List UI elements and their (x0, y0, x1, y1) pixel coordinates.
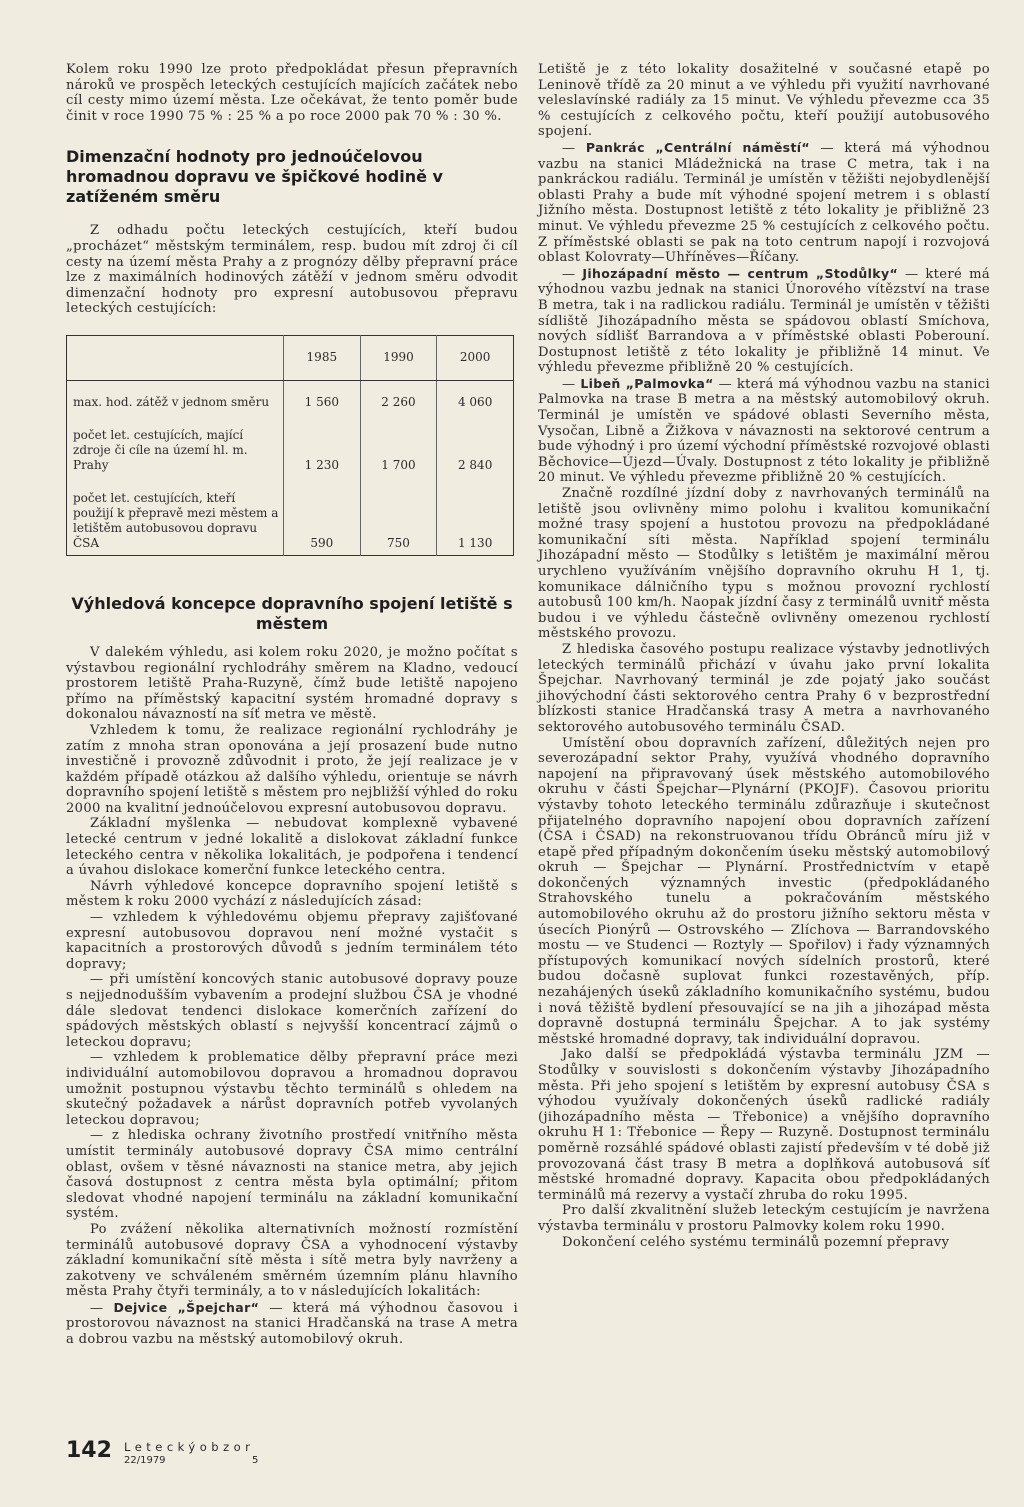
table-cell: 750 (360, 477, 437, 556)
body-paragraph: Pro další zkvalitnění služeb leteckým cestujícím je navržena výstavba terminálu v prostoru Palmovky kolem roku 1990. (538, 1203, 990, 1234)
section-heading-dimenzacni: Dimenzační hodnoty pro jednoúčelovou hromadnou dopravu ve špičkové hodině v zatíženém směru (66, 147, 443, 207)
table-cell: 1 700 (360, 414, 437, 477)
table-cell: 1 560 (284, 380, 361, 414)
body-paragraph: Dokončení celého systému terminálů pozemní přepravy (562, 1234, 950, 1250)
terminal-name: Dejvice „Špejchar“ (113, 1299, 260, 1315)
intro-paragraph: Kolem roku 1990 lze proto předpokládat přesun přepravních nároků ve prospěch leteckých cestujících majících začátek nebo cíl cesty mimo území města. Lze očekávat, že tento poměr bude činit v roce 1990 75 % : 25 % a po roce 2000 pak 70 % : 30 %. (66, 62, 518, 124)
right-column (538, 62, 990, 1250)
principle-item: — z hlediska ochrany životního prostředí vnitřního města umístit terminály autobusové dopravy ČSA mimo centrální oblast, ovšem v těsné návaznosti na stanice metra, aby jejich časová dostupnost z centra města byla optimální; přitom sledovat vhodné napojení terminálu na základní komunikační systém. (66, 1128, 518, 1222)
table-row (67, 477, 514, 556)
principle-item: — při umístění koncových stanic autobusové dopravy pouze s nejjednodušším vybavením a prodejní službou ČSA je vhodné dále sledovat tendenci dislokace komerčních zařízení do spádových městských oblastí s nejvyšší koncentrací zájmů o leteckou dopravu; (66, 972, 518, 1050)
issue-number: 5 (252, 1455, 259, 1466)
terminal-name: Libeň „Palmovka“ (580, 375, 714, 391)
principle-item: — vzhledem k výhledovému objemu přepravy zajišťované expresní autobusovou dopravou není možné vystačit s kapacitních a prostorových důvodů s jedním terminálem této dopravy; (66, 910, 518, 972)
table-header-1990: 1990 (360, 335, 437, 380)
body-paragraph: Jako další se předpokládá výstavba terminálu JZM — Stodůlky v souvislosti s dokončením výstavby Jihozápadního města. Při jeho spojení s letištěm by expresní autobusy ČSA s výhodou využívaly dokončených úseků radlické radiály (jihozápadního města — Třebonice) a vnějšího dopravního okruhu H 1: Třebonice — Řepy — Ruzyně. Dostupnost terminálu poměrně rozsáhlé spádové oblasti zajistí především v té době již provozovaná část trasy B metra a doplňková autobusová síť městské hromadné dopravy. Kapacita obou předpokládaných terminálů má rezervy a vystačí zhruba do roku 1995. (538, 1047, 990, 1203)
principle-item: — vzhledem k problematice dělby přepravní práce mezi individuální automobilovou dopravou a hromadnou dopravou umožnit postupnou výstavbu těchto terminálů s ohledem na skutečný požadavek a nárůst dopravních potřeb vyvolaných leteckou dopravou; (66, 1050, 518, 1128)
body-paragraph: Značně rozdílné jízdní doby z navrhovaných terminálů na letiště jsou ovlivněny mimo polohu i kvalitou komunikační možné trasy spojení a hustotou provozu na předpokládané komunikační síti města. Například spojení terminálu Jihozápadní město — Stodůlky s letištěm je maximální měrou urychleno využíváním vnějšího dopravního okruhu H 1, tj. komunikace dálničního typu s možnou provozní rychlostí autobusů 100 km/h. Naopak jízdní časy z terminálů uvnitř města budou i ve výhledu částečně ovlivněny omezenou rychlostí městského provozu. (538, 486, 990, 642)
page-number: 142 (66, 1438, 112, 1463)
terminal-description: — které má výhodnou vazbu jednak na stanici Únorového vítězství na trase B metra, tak i na radlickou radiálu. Terminál je umístěn v těžišti sídliště Jihozápadního města se spádovou oblastí Smíchova, nových sídlišť Barrandova a v příměstské oblasti Poberouní. Dostupnost letiště z této lokality je přibližně 14 minut. Ve výhledu převezme přibližně 20 % cestujících. (538, 266, 990, 376)
terminal-item-pankrac: — Pankrác „Centrální náměstí“ — která má výhodnou vazbu na stanici Mládežnická na trase C metra, tak i na pankráckou radiálu. Terminál je umístěn v těžišti nejobydlenější oblasti Prahy a bude mít výhodné spojení metrem i s oblastí Jižního města. Dostupnost letiště z této lokality je přibližně 23 minut. Ve výhledu převezme 25 % cestujících z celkového počtu. Z příměstské oblasti se pak na toto centrum napojí i rozvojová oblast Kolovraty—Uhříněves—Říčany. (538, 139, 990, 266)
table-cell: 1 230 (284, 414, 361, 477)
table-cell: 2 260 (360, 380, 437, 414)
page-footer (66, 1438, 466, 1478)
terminal-description: — která má výhodnou časovou i prostorovou návaznost na stanici Hradčanská na trase A metra a dobrou vazbu na městský automobilový okruh. (66, 1300, 518, 1348)
table-row-label: počet let. cestujících, mající zdroje či cíle na území hl. m. Prahy (73, 427, 248, 472)
table-header-row (67, 335, 514, 380)
table-row (67, 380, 514, 414)
table-cell: 4 060 (437, 380, 514, 414)
table-header-2000: 2000 (437, 335, 514, 380)
terminal-name: Jihozápadní město — centrum „Stodůlky“ (582, 265, 899, 281)
section-heading-koncepce: Výhledová koncepce dopravního spojení letiště s městem (71, 593, 513, 633)
body-paragraph: V dalekém výhledu, asi kolem roku 2020, je možno počítat s výstavbou regionální rychlodráhy směrem na Kladno, vedoucí prostorem letiště Praha-Ruzyně, čímž bude letiště napojeno přímo na příměstský kapacitní systém hromadné dopravy s dokonalou návazností na síť metra ve městě. (66, 644, 518, 723)
dimension-table (66, 335, 514, 556)
table-cell: 2 840 (437, 414, 514, 477)
table-row-label: max. hod. zátěž v jednom směru (73, 394, 270, 409)
terminal-item-dejvice: — Dejvice „Špejchar“ — která má výhodnou časovou i prostorovou návaznost na stanici Hradčanská na trase A metra a dobrou vazbu na městský automobilový okruh. (66, 1299, 518, 1348)
terminal-item-palmovka: — Libeň „Palmovka“ — která má výhodnou vazbu na stanici Palmovka na trase B metra a na městský automobilový okruh. Terminál je umístěn ve spádové oblasti Severního města, Vysočan, Libně a Žižkova v návaznosti na sektorové centrum a bude výhodný i pro území východní příměstské rozvojové oblasti Běchovice—Újezd—Úvaly. Dostupnost z této lokality je přibližně 20 minut. Ve výhledu převezme přibližně 20 % cestujících. (538, 375, 990, 486)
terminal-name: Pankrác „Centrální náměstí“ (585, 139, 810, 155)
body-paragraph: Po zvážení několika alternativních možností rozmístění terminálů autobusové dopravy ČSA a vyhodnocení výstavby základní komunikační sítě města i sítě metra byly navrženy a zakotveny ve schváleném směrném územním plánu hlavního města Prahy čtyři terminály, a to v následujících lokalitách: (66, 1221, 518, 1300)
body-paragraph: Základní myšlenka — nebudovat komplexně vybavené letecké centrum v jedné lokalitě a dislokovat základní funkce leteckého centra v několika lokalitách, je podpořena i tendencí a úvahou dislokace komerční funkce leteckého centra. (66, 816, 518, 879)
left-column (66, 62, 518, 1348)
terminal-item-stodulky: — Jihozápadní město — centrum „Stodůlky“ — které má výhodnou vazbu jednak na stanici Únorového vítězství na trase B metra, tak i na radlickou radiálu. Terminál je umístěn v těžišti sídliště Jihozápadního města se spádovou oblastí Smíchova, nových sídlišť Barrandova a v příměstské oblasti Poberouní. Dostupnost letiště z této lokality je přibližně 14 minut. Ve výhledu převezme přibližně 20 % cestujících. (538, 265, 990, 376)
body-paragraph: Letiště je z této lokality dosažitelné v současné etapě po Leninově třídě za 20 minut a ve výhledu při využití navrhované veleslavínské radiály za 15 minut. Ve výhledu převezme cca 35 % cestujících z celkového počtu, kteří použijí autobusového spojení. (538, 62, 990, 140)
dimenzacni-paragraph: Z odhadu počtu leteckých cestujících, kteří budou „procházet“ městským terminálem, resp. budou mít zdroj či cíl cesty na území města Prahy a z prognózy dělby přepravní práce lze z maximálních hodinových zátěží v jednom směru odvodit dimenzační hodnoty pro expresní autobusovou přepravu leteckých cestujících: (66, 223, 518, 317)
table-header-1985: 1985 (284, 335, 361, 380)
table-header-empty (67, 335, 284, 380)
table-cell: 590 (284, 477, 361, 556)
body-paragraph: Umístění obou dopravních zařízení, důležitých nejen pro severozápadní sektor Prahy, využívá vhodného dopravního napojení na připravovaný úsek městského automobilového okruhu v části Špejchar—Plynární (PKOJF). Časovou prioritu výstavby tohoto leteckého terminálu zdůrazňuje i skutečnost přijatelného dopravního napojení obou dopravních zařízení (ČSA i ČSAD) na rekonstruovanou třídu Obránců míru již v etapě před případným dokončením úseku městský automobilový okruh — Špejchar — Plynární. Prostřednictvím v etapě dokončených významných investic (předpokládaného Strahovského tunelu a pokračováním městského automobilového okruhu až do prostoru jižního sektoru města v úsecích Pionýrů — Ostrovského — Zlíchova — Barrandovského mostu — ve Studenci — Roztyly — Spořilov) i řady významných přístupových komunikací nových sídelních prostorů, které budou dočasně suplovat funkci rozestavěných, příp. nezahájených úseků základního komunikačního systému, budou i nová těžiště bydlení přesouvající se na jih a jihozápad města dopravně dostupná terminálu Špejchar. A to jak systémy městské hromadné dopravy, tak individuální dopravou. (538, 735, 990, 1047)
issue-date: 22/1979 (124, 1455, 166, 1466)
table-row-label: počet let. cestujících, kteří použijí k přepravě mezi městem a letištěm autobusovou dopravu ČSA (73, 490, 279, 550)
body-paragraph: Vzhledem k tomu, že realizace regionální rychlodráhy je zatím z mnoha stran oponována a její prosazení bude nutno investičně i provozně zdůvodnit i proto, že její realizace je v každém případě otázkou až dalšího výhledu, orientuje se návrh dopravního spojení letiště s městem pro nejbližší výhled do roku 2000 na kvalitní jednoúčelovou expresní autobusovou dopravu. (66, 722, 518, 816)
terminal-description: — která má výhodnou vazbu na stanici Palmovka na trase B metra a na městský automobilový okruh. Terminál je umístěn ve spádové oblasti Severního města, Vysočan, Libně a Žižkova v návaznosti na sektorové centrum a bude výhodný i pro území východní příměstské rozvojové oblasti Běchovice—Újezd—Úvaly. Dostupnost z této lokality je přibližně 20 minut. Ve výhledu převezme přibližně 20 % cestujících. (538, 376, 990, 486)
body-paragraph: Návrh výhledové koncepce dopravního spojení letiště s městem k roku 2000 vychází z následujících zásad: (66, 878, 518, 910)
table-cell: 1 130 (437, 477, 514, 556)
body-paragraph: Z hlediska časového postupu realizace výstavby jednotlivých leteckých terminálů přichází v úvahu jako první lokalita Špejchar. Navrhovaný terminál je zde pojatý jako součást jihovýchodní části sektorového centra Prahy 6 v bezprostřední blízkosti stanice Hradčanská trasy A metra a navrhovaného sektorového autobusového terminálu ČSAD. (538, 641, 990, 735)
table-row (67, 414, 514, 477)
magazine-title: Leteckýobzor (124, 1440, 255, 1454)
terminal-description: — která má výhodnou vazbu na stanici Mládežnická na trase C metra, tak i na pankráckou radiálu. Terminál je umístěn v těžišti nejobydlenější oblasti Prahy a bude mít výhodné spojení metrem i s oblastí Jižního města. Dostupnost letiště z této lokality je přibližně 23 minut. Ve výhledu převezme 25 % cestujících z celkového počtu. Z příměstské oblasti se pak na toto centrum napojí i rozvojová oblast Kolovraty—Uhříněves—Říčany. (538, 140, 990, 266)
